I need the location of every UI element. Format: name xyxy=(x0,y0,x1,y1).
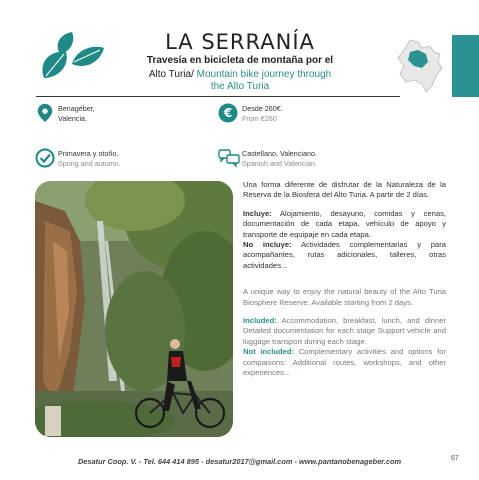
description xyxy=(243,180,446,379)
es-includes-label: Incluye: xyxy=(243,208,272,218)
es-not-label: No incluye: xyxy=(243,240,292,250)
cyclist-waterfall-photo xyxy=(35,181,233,437)
info-season-es: Primavera y otoño. xyxy=(58,149,119,158)
description-es-not-included xyxy=(243,240,446,271)
location-pin-icon xyxy=(36,103,54,123)
region-map-icon xyxy=(396,38,446,94)
en-not-text: Complementary activities and options for companions: Additional routes, workshops, and other experiences... xyxy=(243,347,446,378)
info-language xyxy=(242,149,317,169)
info-language-en: Spanish and Valencian. xyxy=(242,159,317,168)
description-en-not-included xyxy=(243,347,446,378)
info-price-en: From €260 xyxy=(242,114,277,123)
description-en-intro: A unique way to enjoy the natural beauty of the Alto Turia Biosphere Reserve. Available starting from 2 days. xyxy=(243,287,446,307)
subtitle-english: Mountain bike journey through xyxy=(193,69,332,80)
check-circle-icon xyxy=(35,148,55,168)
en-includes-label: Included: xyxy=(243,316,277,326)
speech-bubbles-icon xyxy=(218,148,240,168)
info-language-es: Castellano, Valenciano. xyxy=(242,149,317,158)
page-number: 67 xyxy=(451,455,459,462)
info-price xyxy=(242,104,283,124)
info-location xyxy=(58,104,95,124)
page-title: LA SERRANÍA xyxy=(165,30,315,54)
es-includes-text: Alojamiento, desayuno, comidas y cenas, documentación de cada etapa, vehículo de apoyo y transporte de equipaje en cada etapa. xyxy=(243,208,446,239)
info-location-line2: Valencia. xyxy=(58,114,88,123)
footer-contact: Desatur Coop. V. - Tel. 644 414 895 - desatur2017@gmail.com - www.pantanobenageber.com xyxy=(77,457,402,466)
euro-icon xyxy=(218,103,238,123)
subtitle-spanish-end: Alto Turia/ xyxy=(148,69,194,80)
header-divider xyxy=(36,96,400,97)
info-season xyxy=(58,149,121,169)
subtitle-english-end: the Alto Turia xyxy=(210,81,270,92)
chapter-tab xyxy=(452,35,479,97)
info-price-es: Desde 260€. xyxy=(242,104,283,113)
description-en-includes xyxy=(243,316,446,347)
description-es-includes xyxy=(243,209,446,240)
en-includes-text: Accommodation, breakfast, lunch, and dinner Detailed documentation for each stage Support vehicle and luggage transport during each stage. xyxy=(243,316,446,346)
leaves-logo-icon xyxy=(36,32,106,84)
info-season-en: Spring and autumn. xyxy=(58,159,121,168)
info-location-line1: Benagéber, xyxy=(58,104,95,113)
svg-text:€: € xyxy=(223,106,233,120)
subtitle-line2 xyxy=(110,69,370,81)
description-es-intro: Una forma diferente de disfrutar de la Naturaleza de la Reserva de la Biosfera del Alto Turia. A partir de 2 días. xyxy=(243,180,446,200)
es-not-text: Actividades complementarias y para acompañantes, rutas adicionales, talleres, otras actividades... xyxy=(243,240,446,270)
en-not-label: Not included: xyxy=(243,347,295,357)
subtitle-spanish: Travesía en bicicleta de montaña por el xyxy=(146,55,334,66)
